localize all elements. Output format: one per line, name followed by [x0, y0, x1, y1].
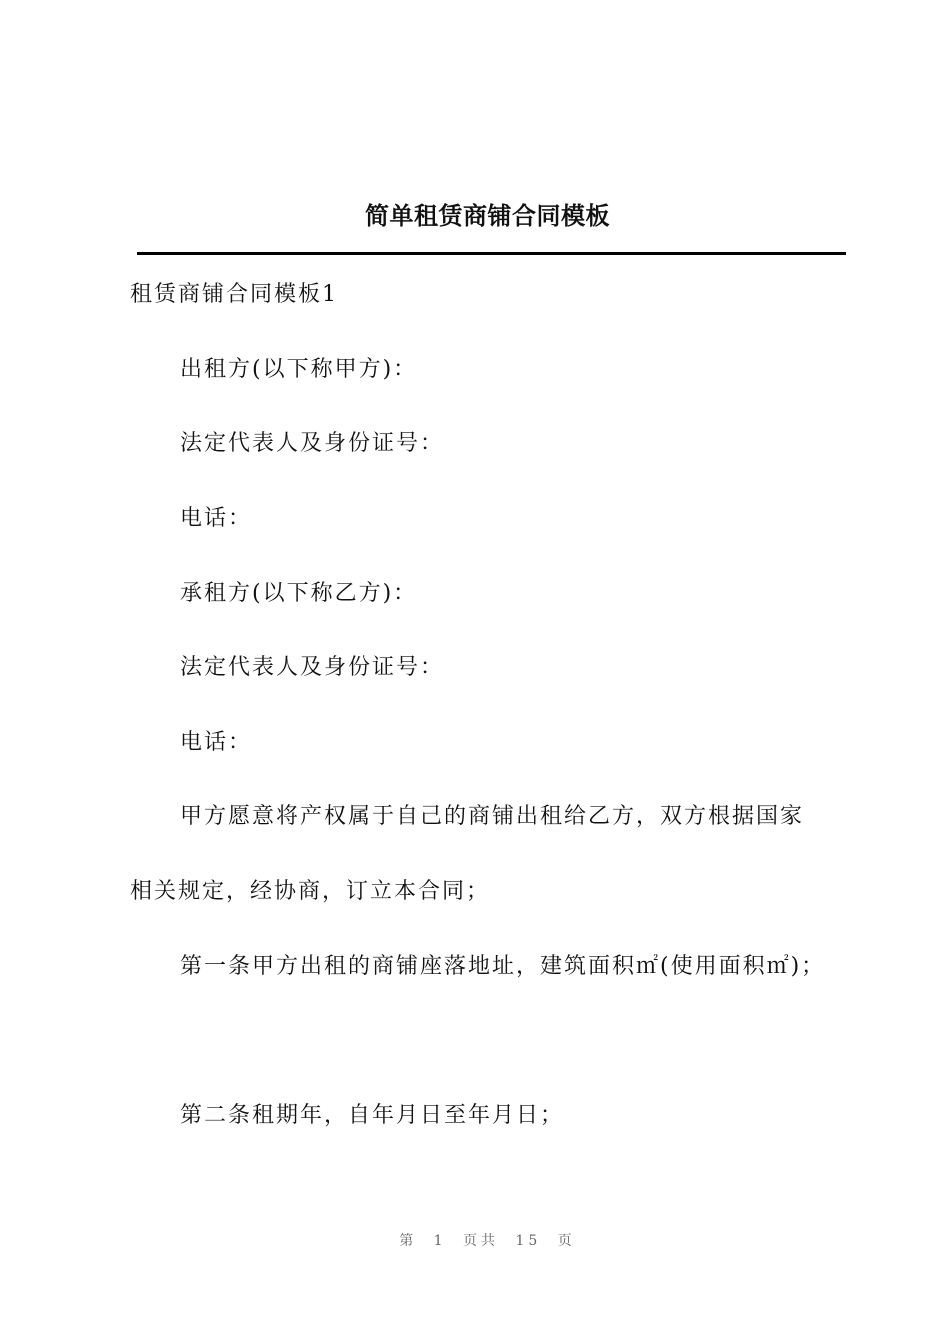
section-heading: 租赁商铺合同模板1 — [130, 282, 338, 307]
article-two: 第二条租期年，自年月日至年月日； — [180, 1103, 565, 1128]
lessee-phone-line: 电话： — [180, 730, 253, 755]
lessor-phone-line: 电话： — [180, 506, 253, 531]
lessee-line: 承租方(以下称乙方)： — [180, 581, 418, 606]
page-number-footer: 第 1 页共 15 页 — [399, 1233, 576, 1249]
preamble-line-2: 相关规定，经协商，订立本合同； — [130, 879, 491, 904]
lessee-representative-line: 法定代表人及身份证号： — [180, 655, 445, 680]
document-title: 简单租赁商铺合同模板 — [365, 201, 610, 230]
lessor-line: 出租方(以下称甲方)： — [180, 357, 418, 382]
article-one: 第一条甲方出租的商铺座落地址，建筑面积㎡(使用面积㎡)； — [180, 954, 826, 979]
title-divider — [137, 252, 846, 255]
lessor-representative-line: 法定代表人及身份证号： — [180, 431, 445, 456]
preamble-line-1: 甲方愿意将产权属于自己的商铺出租给乙方，双方根据国家 — [180, 804, 805, 829]
